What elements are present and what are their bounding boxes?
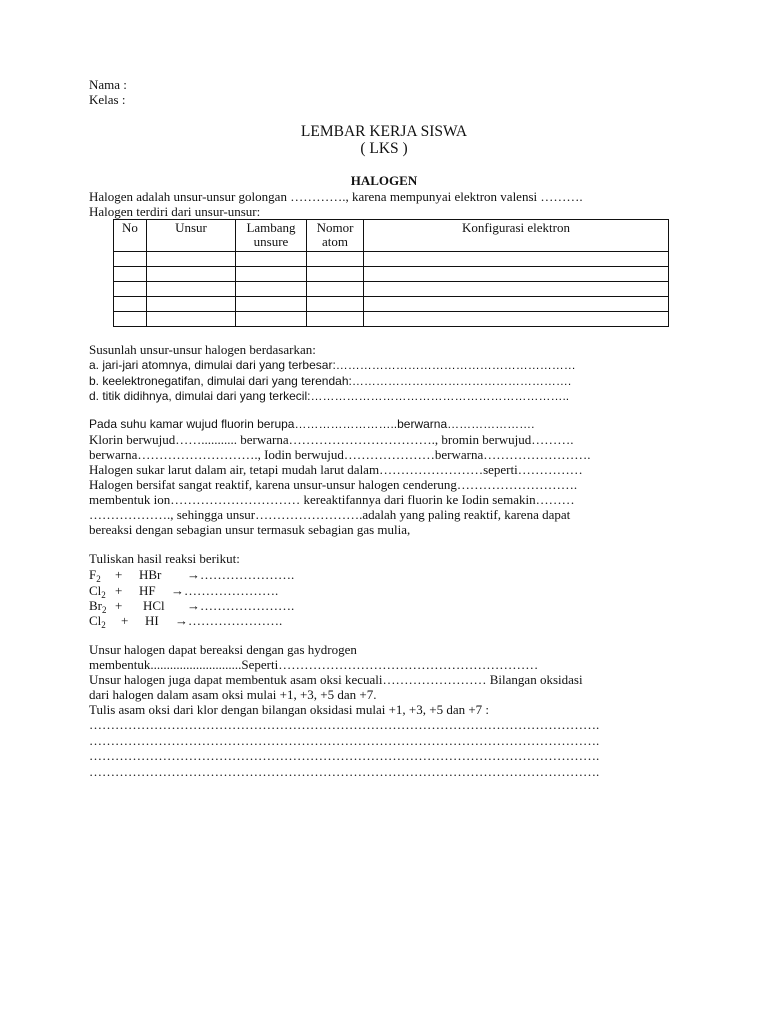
table-cell[interactable] [147,252,236,267]
table-cell[interactable] [364,297,669,312]
reaction-row: $F_2$ + HBr →…………………. [89,567,295,584]
arrange-intro: Susunlah unsur-unsur halogen berdasarkan: [89,342,316,357]
properties-line-4: Halogen sukar larut dalam air, tetapi mudah larut dalam……………………seperti…………… [89,462,583,477]
table-cell[interactable] [307,267,364,282]
table-row [114,282,669,297]
intro-line-1: Halogen adalah unsur-unsur golongan …………., karena mempunyai elektron valensi ………. [89,189,583,204]
reactant-2: HF [139,583,156,598]
table-cell[interactable] [307,252,364,267]
table-cell[interactable] [364,252,669,267]
reaction-row: $Cl_2$ + HI →…………………. [89,613,283,630]
hydrogen-line-4: dari halogen dalam asam oksi mulai +1, +3, +5 dan +7. [89,687,377,702]
table-cell[interactable] [236,312,307,327]
product-blank[interactable]: →…………………. [171,583,279,598]
arrange-item-d: d. titik didihnya, dimulai dari yang terkecil:……………………………………………………….. [89,389,570,403]
page-subtitle: ( LKS ) [360,140,408,157]
table-cell[interactable] [114,312,147,327]
table-cell[interactable] [364,267,669,282]
reactant-1: F [89,567,97,582]
hydrogen-line-1: Unsur halogen dapat bereaksi dengan gas hydrogen [89,642,357,657]
halogen-table [113,219,669,327]
reactant-1: Cl [89,613,102,628]
properties-line-6: membentuk ion………………………… kereaktifannya dari fluorin ke Iodin semakin……… [89,492,575,507]
answer-line[interactable]: ………………………………………………………………………………………………………. [89,748,600,763]
properties-line-8: bereaksi dengan sebagian unsur termasuk sebagian gas mulia, [89,522,411,537]
table-cell[interactable] [114,252,147,267]
col-header-lambang: Lambang unsure [236,220,307,252]
table-cell[interactable] [147,282,236,297]
hydrogen-line-3: Unsur halogen juga dapat membentuk asam oksi kecuali…………………… Bilangan oksidasi [89,672,583,687]
properties-line-3: berwarna………………………., Iodin berwujud…………………berwarna……………………. [89,447,591,462]
product-blank[interactable]: →…………………. [175,613,283,628]
table-cell[interactable] [307,282,364,297]
class-label: Kelas : [89,92,126,107]
product-blank[interactable]: →…………………. [187,567,295,582]
properties-line-7: ………………., sehingga unsur…………………….adalah yang paling reaktif, karena dapat [89,507,571,522]
reaction-row: $Br_2$ + HCl →…………………. [89,598,295,615]
table-cell[interactable] [114,282,147,297]
reactions-intro: Tuliskan hasil reaksi berikut: [89,551,240,566]
table-row [114,312,669,327]
reactant-1: Cl [89,583,102,598]
answer-line[interactable]: ………………………………………………………………………………………………………. [89,733,600,748]
reactant-2: HCl [143,598,165,613]
properties-line-2: Klorin berwujud……........... berwarna……………………………., bromin berwujud………. [89,432,574,447]
product-blank[interactable]: →…………………. [187,598,295,613]
table-cell[interactable] [236,252,307,267]
answer-line[interactable]: ………………………………………………………………………………………………………. [89,717,600,732]
hydrogen-line-5: Tulis asam oksi dari klor dengan bilangan oksidasi mulai +1, +3, +5 dan +7 : [89,702,490,717]
intro-line-2: Halogen terdiri dari unsur-unsur: [89,204,261,219]
arrange-item-b: b. keelektronegatifan, dimulai dari yang terendah:………………………………………………. [89,374,572,388]
table-cell[interactable] [236,282,307,297]
hydrogen-line-2: membentuk............................Seperti…………………………………………………… [89,657,539,672]
table-row [114,267,669,282]
reactant-2: HI [145,613,159,628]
col-header-nomor-atom: Nomor atom [307,220,364,252]
properties-line-1: Pada suhu kamar wujud fluorin berupa……………………..berwarna…………………. [89,417,535,431]
table-cell[interactable] [307,312,364,327]
properties-line-5: Halogen bersifat sangat reaktif, karena unsur-unsur halogen cenderung………………………. [89,477,578,492]
page-title: LEMBAR KERJA SISWA [300,123,468,140]
table-cell[interactable] [364,312,669,327]
table-cell[interactable] [147,312,236,327]
table-cell[interactable] [114,297,147,312]
table-cell[interactable] [364,282,669,297]
reaction-row: $Cl_2$ + HF →…………………. [89,583,279,600]
table-row [114,297,669,312]
arrange-item-a: a. jari-jari atomnya, dimulai dari yang terbesar:…………………………………………………… [89,358,576,372]
table-cell[interactable] [236,297,307,312]
table-header-row [114,220,669,252]
reactant-1: Br [89,598,102,613]
name-label: Nama : [89,77,127,92]
table-row [114,252,669,267]
answer-line[interactable]: ………………………………………………………………………………………………………. [89,764,600,779]
col-header-konfigurasi: Konfigurasi elektron [364,220,669,252]
reactant-2: HBr [139,567,162,582]
col-header-no: No [114,220,147,252]
table-cell[interactable] [147,267,236,282]
table-cell[interactable] [147,297,236,312]
table-cell[interactable] [236,267,307,282]
table-cell[interactable] [307,297,364,312]
col-header-unsur: Unsur [147,220,236,252]
table-cell[interactable] [114,267,147,282]
topic-heading: HALOGEN [350,173,418,188]
